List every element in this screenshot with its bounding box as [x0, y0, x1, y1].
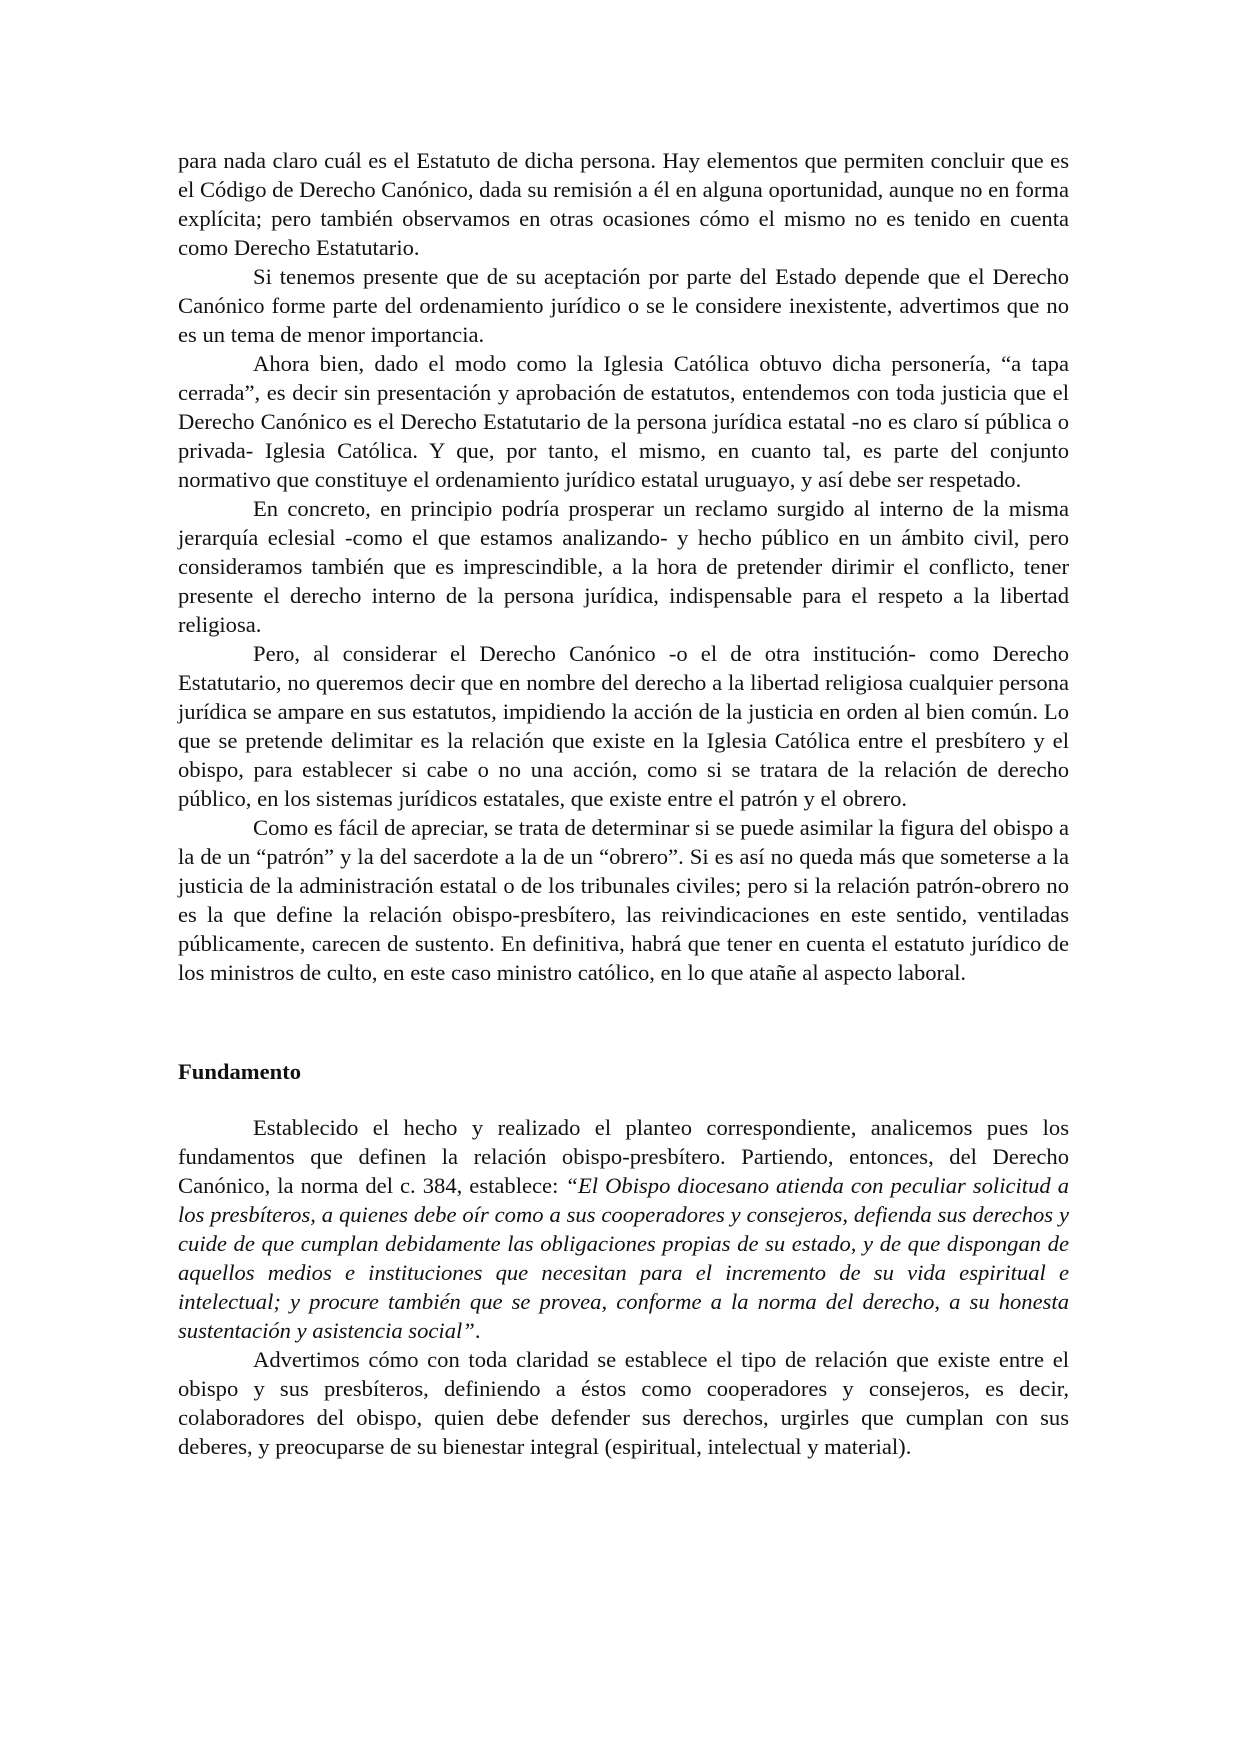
paragraph-derecho-estatutario: Pero, al considerar el Derecho Canónico -o el de otra institución- como Derecho Estatutario, no queremos decir que en nombre del derecho a la libertad religiosa cualquier persona jurídica se ampare en sus estatutos, impidiendo la acción de la justicia en orden al bien común. Lo que se pretende delimitar es la relación que existe en la Iglesia Católica entre el presbítero y el obispo, para establecer si cabe o no una acción, como si se tratara de la relación de derecho público, en los sistemas jurídicos estatales, que existe entre el patrón y el obrero.: [178, 641, 1069, 811]
paragraph-fundamento: [178, 1113, 1069, 1345]
paragraph-continuation: para nada claro cuál es el Estatuto de dicha persona. Hay elementos que permiten concluir que es el Código de Derecho Canónico, dada su remisión a él en alguna oportunidad, aunque no en forma explícita; pero también observamos en otras ocasiones cómo el mismo no es tenido en cuenta como Derecho Estatutario.: [178, 148, 1069, 260]
canon-384-quote: “El Obispo diocesano atienda con peculiar solicitud a los presbíteros, a quienes debe oír como a sus cooperadores y consejeros, defienda sus derechos y cuide de que cumplan debidamente las obligaciones propias de su estado, y de que dispongan de aquellos medios e instituciones que necesitan para el incremento de su vida espiritual e intelectual; y procure también que se provea, conforme a la norma del derecho, a su honesta sustentación y asistencia social”: [178, 1173, 1069, 1343]
fundamento-intro-text: Establecido el hecho y realizado el planteo correspondiente, analicemos pues los fundamentos que definen la relación obispo-presbítero. Partiendo, entonces, del Derecho Canónico, la norma del c. 384, establece:: [178, 1115, 1069, 1198]
paragraph-conclusion: Advertimos cómo con toda claridad se establece el tipo de relación que existe entre el obispo y sus presbíteros, definiendo a éstos como cooperadores y consejeros, es decir, colaboradores del obispo, quien debe defender sus derechos, urgirles que cumplan con sus deberes, y preocuparse de su bienestar integral (espiritual, intelectual y material).: [178, 1347, 1069, 1459]
section-heading: Fundamento: [178, 1059, 302, 1084]
paragraph-derecho-canonico: Si tenemos presente que de su aceptación por parte del Estado depende que el Derecho Canónico forme parte del ordenamiento jurídico o se le considere inexistente, advertimos que no es un tema de menor importancia.: [178, 264, 1069, 347]
paragraph-patron-obrero: Como es fácil de apreciar, se trata de determinar si se puede asimilar la figura del obispo a la de un “patrón” y la del sacerdote a la de un “obrero”. Si es así no queda más que someterse a la justicia de la administración estatal o de los tribunales civiles; pero si la relación patrón-obrero no es la que define la relación obispo-presbítero, las reivindicaciones en este sentido, ventiladas públicamente, carecen de sustento. En definitiva, habrá que tener en cuenta el estatuto jurídico de los ministros de culto, en este caso ministro católico, en lo que atañe al aspecto laboral.: [178, 815, 1069, 985]
paragraph-en-concreto: En concreto, en principio podría prosperar un reclamo surgido al interno de la misma jerarquía eclesial -como el que estamos analizando- y hecho público en un ámbito civil, pero consideramos también que es imprescindible, a la hora de pretender dirimir el conflicto, tener presente el derecho interno de la persona jurídica, indispensable para el respeto a la libertad religiosa.: [178, 496, 1069, 637]
document-page: [178, 146, 1069, 1461]
quote-end-punctuation: .: [474, 1318, 481, 1343]
paragraph-tapa-cerrada: Ahora bien, dado el modo como la Iglesia Católica obtuvo dicha personería, “a tapa cerrada”, es decir sin presentación y aprobación de estatutos, entendemos con toda justicia que el Derecho Canónico es el Derecho Estatutario de la persona jurídica estatal -no es claro sí pública o privada- Iglesia Católica. Y que, por tanto, el mismo, en cuanto tal, es parte del conjunto normativo que constituye el ordenamiento jurídico estatal uruguayo, y así debe ser respetado.: [178, 351, 1069, 492]
